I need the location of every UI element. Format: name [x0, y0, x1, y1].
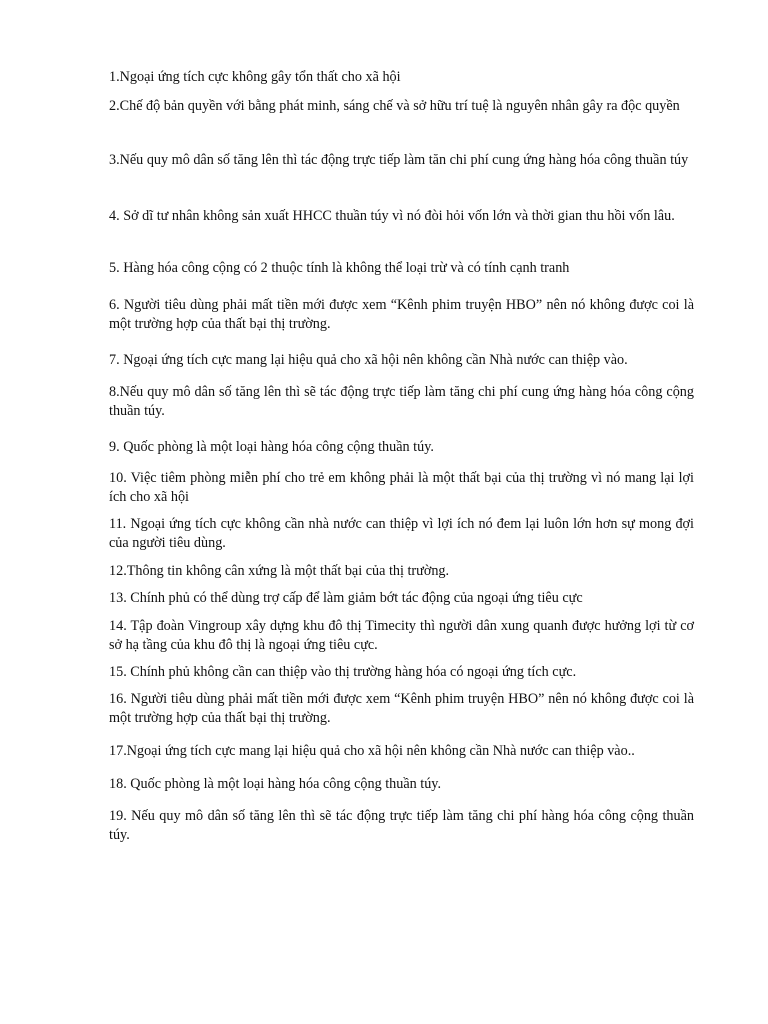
statement-8: 8.Nếu quy mô dân số tăng lên thì sẽ tác động trực tiếp làm tăng chi phí cung ứng hàng hóa công cộng thuần túy.: [109, 384, 694, 419]
statement-3: 3.Nếu quy mô dân số tăng lên thì tác động trực tiếp làm tăn chi phí cung ứng hàng hóa công thuần túy: [109, 152, 689, 168]
statement-15: 15. Chính phủ không cần can thiệp vào thị trường hàng hóa có ngoại ứng tích cực.: [109, 664, 577, 680]
statement-14: 14. Tập đoàn Vingroup xây dựng khu đô thị Timecity thì người dân xung quanh được hưởng lợi từ cơ sở hạ tầng của khu đô thị là ngoại ứng tiêu cực.: [109, 618, 694, 653]
statement-13: 13. Chính phủ có thể dùng trợ cấp để làm giảm bớt tác động của ngoại ứng tiêu cực: [109, 590, 583, 606]
statement-12: 12.Thông tin không cân xứng là một thất bại của thị trường.: [109, 563, 450, 579]
statement-19: 19. Nếu quy mô dân số tăng lên thì sẽ tác động trực tiếp làm tăng chi phí hàng hóa công cộng thuần túy.: [109, 808, 694, 843]
statement-4: 4. Sở dĩ tư nhân không sản xuất HHCC thuần túy vì nó đòi hỏi vốn lớn và thời gian thu hồi vốn lâu.: [109, 208, 675, 224]
statement-10: 10. Việc tiêm phòng miễn phí cho trẻ em không phải là một thất bại của thị trường vì nó mang lại lợi ích cho xã hội: [109, 470, 694, 505]
statement-1: 1.Ngoại ứng tích cực không gây tổn thất cho xã hội: [109, 69, 401, 85]
statement-9: 9. Quốc phòng là một loại hàng hóa công cộng thuần túy.: [109, 439, 434, 455]
statement-7: 7. Ngoại ứng tích cực mang lại hiệu quả cho xã hội nên không cần Nhà nước can thiệp vào.: [109, 352, 628, 368]
statement-11: 11. Ngoại ứng tích cực không cần nhà nước can thiệp vì lợi ích nó đem lại luôn lớn hơn sự mong đợi của người tiêu dùng.: [109, 516, 694, 551]
statement-6: 6. Người tiêu dùng phải mất tiền mới được xem “Kênh phim truyện HBO” nên nó không được coi là một trường hợp của thất bại thị trường.: [109, 297, 694, 332]
statement-16: 16. Người tiêu dùng phải mất tiền mới được xem “Kênh phim truyện HBO” nên nó không được coi là một trường hợp của thất bại thị trường.: [109, 691, 694, 726]
statement-17: 17.Ngoại ứng tích cực mang lại hiệu quả cho xã hội nên không cần Nhà nước can thiệp vào..: [109, 743, 635, 759]
statement-5: 5. Hàng hóa công cộng có 2 thuộc tính là không thể loại trừ và có tính cạnh tranh: [109, 260, 570, 276]
statement-18: 18. Quốc phòng là một loại hàng hóa công cộng thuần túy.: [109, 776, 442, 792]
statement-2: 2.Chế độ bản quyền với bằng phát minh, sáng chế và sở hữu trí tuệ là nguyên nhân gây ra độc quyền: [109, 98, 680, 114]
